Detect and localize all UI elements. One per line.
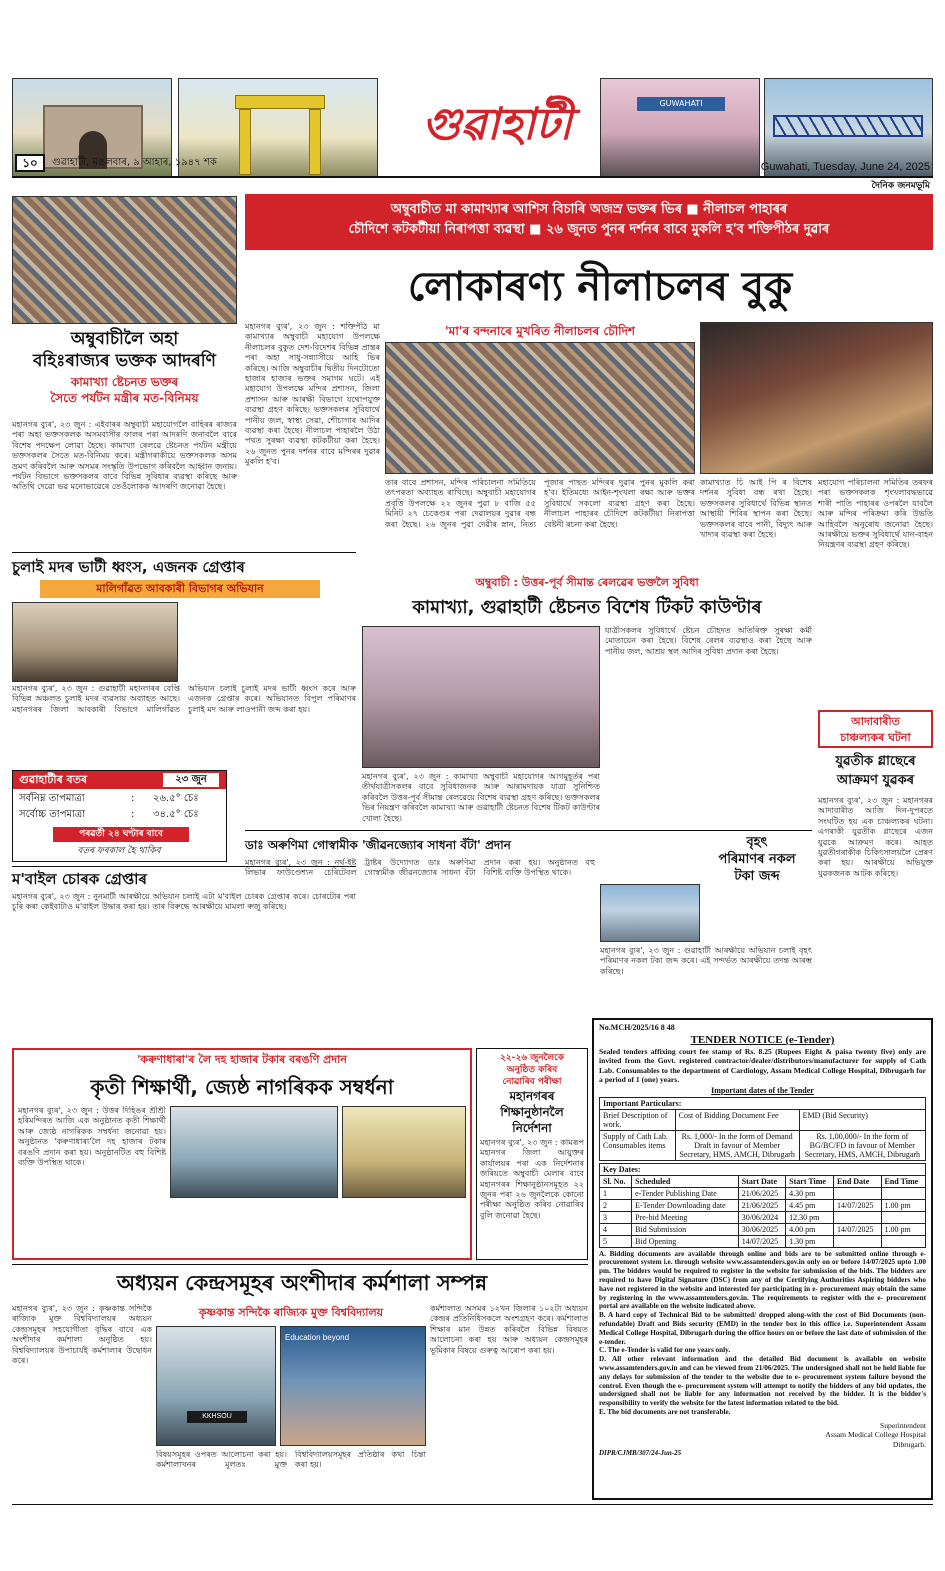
weather-title-bar — [13, 771, 226, 789]
table-cell: Pre-bid Meeting — [632, 1211, 739, 1223]
table-row — [600, 1223, 926, 1235]
tender-ref: No.MCH/2025/16 8 48 — [599, 1023, 675, 1032]
weather-max-value: ৩৪.৫° চেঃ — [153, 809, 199, 820]
table-cell: 3 — [600, 1211, 632, 1223]
table-row — [600, 1235, 926, 1247]
weather-title: গুৱাহাটীৰ বতৰ — [19, 773, 88, 786]
table-cell: 5 — [600, 1235, 632, 1247]
weather-box — [12, 770, 227, 862]
table-cell — [881, 1211, 926, 1223]
left-story-headline-1: অম্বুবাচীলৈ অহা — [70, 329, 179, 349]
workshop-body-left: মহানগৰ ব্যুৰ', ২৩ জুন : কৃষ্ণকান্ত সন্দিকৈ ৰাজ্যিক মুক্ত বিশ্ববিদ্যালয়ৰ অধ্যয়ন কেন্দ্ৰসমূহৰ সহযোগীতা বৃদ্ধিৰ বাবে এক অংশীদাৰ কৰ্মশালা অনুষ্ঠিত হয়। বিশ্ববিদ্যালয়ৰ উপাচাৰ্যই কৰ্মশালাৰ উদ্বোধন কৰে। — [12, 1304, 152, 1366]
fake-notes-headline-2: পৰিমাণৰ নকল — [718, 852, 796, 867]
tender-particulars-cell: Rs. 1,00,000/- In the form of BG/BC/FD in favour of Member Secretary, HMS, AMCH, Dibrugarh — [799, 1130, 925, 1160]
page-bottom-rule — [12, 1504, 933, 1505]
left-story-photo — [12, 196, 237, 324]
weather-forecast-label: পৰৱৰ্তী ২৪ ঘণ্টাৰ বাবে — [53, 827, 189, 842]
tender-clause: D. All other relevant information and the detailed Bid document is available on website www.assamtenders.gov.in and can be viewed from 21/06/2025. The undersigned shall not be held liable for any delays for submission of the tender to the website due to e- procurement system failure beyond the control. Even though the e- procurement system will attempt to notify the bidders of any bid updates, the undersigned shall not be liable for any information not received by the bidder. It is the bidder's responsibility to verify the website for the latest information related to the bid. — [599, 1355, 926, 1408]
fake-notes-headline-1: বৃহৎ — [746, 835, 768, 850]
tender-clause: B. A hard copy of Technical Bid to be submitted/ dropped along-with the cost of Bid Documents (non- refundable) Draft and Bids security (EMD) in the tender box in this office i.e. Superintendent Assam Medical College Hospital, Dibrugarh during the office hours on or before the last date of submission of the e-tender. — [599, 1311, 926, 1346]
tender-dates-col: Start Time — [786, 1175, 834, 1187]
excise-headline: চুলাই মদৰ ভাটী ধ্বংস, এজনক গ্ৰেপ্তাৰ — [12, 558, 245, 576]
table-cell — [834, 1235, 881, 1247]
section-title: গুৱাহাটী — [422, 99, 572, 150]
ticket-photo — [362, 626, 600, 768]
table-cell: Bid Submission — [632, 1223, 739, 1235]
right-box-body: মহানগৰ ব্যুৰ', ২৩ জুন : মহানগৰৰ আদাবাৰীত আজি দিন-দুপৰতে সংঘটিত হয় এক চাঞ্চল্যকৰ ঘটনা। এগৰাকী যুৱতীক গ্লাছেৰে এজন যুৱকে আক্ৰমণ কৰে। আহত যুৱতীগৰাকীক চিকিৎসালয়লৈ প্ৰেৰণ কৰা হয়। আৰক্ষীয়ে অভিযুক্ত যুৱকজনক আটক কৰিছে। — [818, 796, 933, 878]
lead-body-right-2: কামাখ্যাত চি আই পি ৰ বিশেষ দৰ্শনৰ সুবিধা বন্ধ ৰখা হৈছে। ভক্তসকলৰ সুবিধাৰ্থে বিভিন্ন স্থানত আস্থায়ী শিবিৰ স্থাপন কৰা হৈছে। ভক্তসকলৰ বাবে পানী, বিদ্যুৎ আৰু খাদ্যৰ ব্যৱস্থা কৰা হৈছে। — [700, 478, 812, 540]
workshop-photo-2 — [280, 1326, 426, 1446]
workshop-subhead: কৃষ্ণকান্ত সন্দিকৈ ৰাজ্যিক মুক্ত বিশ্ববিদ্যালয় — [198, 1306, 384, 1319]
left-story-headline-2: বহিঃৰাজ্যৰ ভক্তক আদৰণি — [33, 351, 216, 371]
weather-min-label: সৰ্বনিম্ন তাপমাত্ৰা — [19, 793, 85, 804]
workshop-photo-caption: বিষয়সমূহৰ ওপৰত আলোচনা কৰা হয়। কৰ্মশালাখনৰ মূলতঃ মুক্ত বিশ্ববিদ্যালয়সমূহৰ প্ৰতিষ্ঠাৰ কথা চিন্তা কৰা হয়। — [156, 1450, 426, 1470]
tender-clause: E. The bid documents are not transferable. — [599, 1407, 731, 1416]
weather-date: ২৩ জুন — [163, 773, 219, 787]
table-cell: 21/06/2025 — [738, 1199, 785, 1211]
left-story-subhead-1: কামাখ্যা ষ্টেচনত ভক্তৰ — [70, 375, 179, 389]
table-cell: 14/07/2025 — [738, 1235, 785, 1247]
station-sign: GUWAHATI — [637, 97, 725, 111]
exam-body: মহানগৰ ব্যুৰ', ২৩ জুন : কামৰূপ মহানগৰ জিলা আয়ুক্তৰ কাৰ্যালয়ৰ পৰা এক নিৰ্দেশনাৰ জৰিয়তে অম্বুবাচী মেলাৰ বাবে মহানগৰৰ শিক্ষানুষ্ঠানসমূহত ২২ জুনৰ পৰা ২৬ জুনলৈকে কোনো পৰীক্ষা অনুষ্ঠিত কৰিব নোৱাৰিব বুলি জনোৱা হৈছে। — [480, 1138, 584, 1220]
exam-headline-5: শিক্ষানুষ্ঠানলৈ — [500, 1105, 564, 1119]
tender-particulars-cell: Supply of Cath Lab. Consumables items — [600, 1130, 676, 1160]
workshop-photo-1 — [156, 1326, 276, 1446]
fake-notes-headline-3: টকা জব্দ — [734, 869, 780, 884]
right-box-title-1: আদাবাৰীত — [851, 715, 900, 728]
right-box-title-2: চাঞ্চল্যকৰ ঘটনা — [840, 731, 911, 744]
table-cell: 12.30 pm — [786, 1211, 834, 1223]
tender-intro: Sealed tenders affixing court fee stamp of Rs. 8.25 (Rupees Eight & paisa twenty five) only are invited from the Govt. registered contractor/dealer/distributors/manufacturer for supply of Cath Lab. Consumables to the department of Cardiology, Assam Medical College Hospital, Dibrugarh for a period of 1 (one) years. — [599, 1047, 926, 1085]
lead-banner-line-2: চৌদিশে কটকটীয়া নিৰাপত্তা ব্যৱস্থা ■ ২৬ জুনত পুনৰ দৰ্শনৰ বাবে মুকলি হ'ব শক্তিপীঠৰ দুৱাৰ — [348, 222, 830, 237]
table-cell: 4 — [600, 1223, 632, 1235]
tender-dates-table — [599, 1163, 926, 1248]
lead-photo-temple — [700, 322, 933, 474]
excise-subhead: মালিগাঁৱত আবকাৰী বিভাগৰ অভিযান — [40, 580, 320, 598]
felicitation-photo — [170, 1106, 338, 1198]
award-headline: ডাঃ অৰুণিমা গোস্বামীক 'জীৱনজ্যোৰ সাধনা বঁটা' প্ৰদান — [245, 838, 511, 852]
table-cell — [834, 1211, 881, 1223]
masthead-rule — [12, 176, 933, 178]
lead-body-right: তাৰ বাবে প্ৰশাসন, মন্দিৰ পৰিচালনা সমিতিয়ে তৎপৰতা অব্যাহত ৰাখিছে। অম্বুবাচী মহাযোগৰ প্ৰবৃত্তি উপলক্ষে ২২ জুনৰ পুৱা ৮ বাজি ৫৫ মিনিট ২৭ চেকেণ্ডৰ পৰা দেৱালয়ৰ দুৱাৰ বন্ধ কৰা হৈছে। ২৬ জুনৰ পুৱা দেৱীৰ স্নান, নিত্য পূজাৰ পাছত মন্দিৰৰ দুৱাৰ পুনৰ মুকলি কৰা হ'ব। ইতিমধ্যে আইন-শৃংখলা ৰক্ষা আৰু ভক্তৰ সুবিধাৰ্থে সকলো ব্যৱস্থা গ্ৰহণ কৰা হৈছে। নীলাচল পাহাৰৰ চৌদিশে কটকটীয়া নিৰাপত্তা বেষ্টনী ৰচনা কৰা হৈছে। — [385, 478, 695, 529]
table-cell: 1 — [600, 1187, 632, 1199]
tender-dates-heading: Important dates of the Tender — [711, 1085, 814, 1095]
tender-key-dates-heading: Key Dates: — [600, 1163, 926, 1175]
mobile-thief-body: মহানগৰ ব্যুৰ', ২৩ জুন : নুনমাটী আৰক্ষীয়ে অভিযান চলাই এটা ম'বাইল চোৰক গ্ৰেপ্তাৰ কৰে। চোৰটোৰ পৰা চুৰি কৰা কেইবাটাও ম'বাইল উদ্ধাৰ কৰা হয়। তাৰ বিৰুদ্ধে আৰক্ষীয়ে মামলা ৰুজু কৰিছে। — [12, 892, 356, 912]
tender-dates-header-row — [600, 1175, 926, 1187]
right-col-body: মহাযোগ পৰিচালনা সমিতিৰ তৰফৰ পৰা ভক্তসকলক শৃংখলাবদ্ধভাৱে শাৰী পাতি পাহাৰৰ ওপৰলৈ যাবলৈ আৰু মন্দিৰ পৰিক্ৰমা কৰি উভতি আহিবলৈ অনুৰোধ জনোৱা হৈছে। আৰক্ষীয়ে ভক্তৰ সুবিধাৰ্থে যান-বাহন নিয়ন্ত্ৰণৰ ব্যৱস্থা গ্ৰহণ কৰিছে। — [818, 478, 933, 550]
felicitation-photo-2 — [342, 1106, 466, 1198]
weather-max-colon: : — [131, 809, 135, 820]
tender-particulars-col: Cost of Bidding Document Fee — [675, 1109, 799, 1130]
lead-headline: লোকাৰণ্য নীলাচলৰ বুকু — [407, 264, 793, 310]
left-rule-1 — [12, 552, 356, 553]
tender-clauses — [599, 1250, 926, 1417]
left-story-headline — [12, 328, 237, 406]
fake-notes-headline — [702, 834, 812, 885]
table-cell: 1.30 pm — [786, 1235, 834, 1247]
left-story-subhead-2: সৈতে পৰ্যটন মন্ত্ৰীৰ মত-বিনিময় — [50, 391, 199, 405]
table-cell: E-Tender Downloading date — [632, 1199, 739, 1211]
table-cell: e-Tender Publishing Date — [632, 1187, 739, 1199]
table-cell: 21/06/2025 — [738, 1187, 785, 1199]
table-cell: 30/06/2024 — [738, 1211, 785, 1223]
lead-body-left: মহানগৰ ব্যুৰ', ২৩ জুন : শক্তিপীঠ মা কামাখ্যাৰ অম্বুবাচী মহাযোগ উপলক্ষে নীলাচলৰ বুকুত দেশ-বিদেশৰ বিভিন্ন প্ৰান্তৰ পৰা অহা সাধু-সন্ন্যাসীয়ে আহি ভিৰ কৰিছে। আজি অম্বুবাচীৰ দ্বিতীয় দিনটোতো হাজাৰ হাজাৰ ভক্তৰ সমাগম ঘটে। এই মহাযোগ উপলক্ষে মন্দিৰ প্ৰশাসন, জিলা প্ৰশাসন আৰু আৰক্ষী বিভাগে যথোপযুক্ত ব্যৱস্থা গ্ৰহণ কৰিছে। ভক্তসকলৰ সুবিধাৰ্থে পানীয় জল, স্বাস্থ্য সেৱা, শৌচাগাৰ আদিৰ ব্যৱস্থা কৰা হৈছে। নীলাচল পাহাৰলৈ উঠা পথত সুৰক্ষা ব্যৱস্থা কটকটীয়া কৰা হৈছে। ২৬ জুনত পুনৰ দৰ্শনৰ বাবে মন্দিৰৰ দুৱাৰ মুকলি হ'ব। — [245, 322, 380, 467]
left-story-body: মহানগৰ ব্যুৰ', ২৩ জুন : এইবাৰৰ অম্বুবাচী মহাযোগলৈ বাহিৰৰ ৰাজ্যৰ পৰা অহা ভক্তসকলক অসমবাসীৰ ফালৰ পৰা আদৰণি জনাবলৈ বাৰে বিশেষ পদক্ষেপ লোৱা হৈছে। কামাখ্যা ৰেলৱে ষ্টেচনত পৰ্যটন মন্ত্ৰীয়ে ভক্তসকলৰ সৈতে মত-বিনিময় কৰে। মন্ত্ৰীগৰাকীয়ে ভক্তসকলক অসম ভ্ৰমণ কৰিবলৈ আৰু অসমৰ সংস্কৃতি উপভোগ কৰিবলৈ আহ্বান জনায়। পৰ্যটন বিভাগে ভক্তসকলৰ বাবে বিভিন্ন সুবিধাৰ ব্যৱস্থা কৰিছে আৰু অতিথি দেৱো ভৱ মনোভাৱেৰে তেওঁলোকক আদৰণি জনোৱা হৈছে। — [12, 420, 237, 492]
table-cell: 4.00 pm — [786, 1223, 834, 1235]
workshop-rule — [12, 1264, 588, 1265]
table-cell — [881, 1235, 926, 1247]
right-box-banner — [818, 710, 933, 748]
paper-name: দৈনিক জনমভূমি — [871, 181, 930, 191]
exam-headline-3: নোৱাৰিব পৰীক্ষা — [502, 1077, 562, 1087]
tender-particulars-table — [599, 1097, 926, 1161]
award-body: মহানগৰ ব্যুৰ', ২৩ জুন : নৰ্থ-ইষ্ট লিভাৰ ফাউণ্ডেশ্যন চেৰিটেবল ট্ৰাষ্টৰ উদ্যোগত ডাঃ অৰুণিমা গোস্বামীক জীৱনজ্যোৰ সাধনা বঁটা প্ৰদান কৰা হয়। অনুষ্ঠানত বহু বিশিষ্ট ব্যক্তি উপস্থিত থাকে। — [245, 858, 595, 878]
lead-banner-line-1: অম্বুবাচীত মা কামাখ্যাৰ আশিস বিচাৰি অজস্ৰ ভক্তৰ ভিৰ ■ নীলাচল পাহাৰৰ — [390, 202, 788, 217]
excise-body: মহানগৰ ব্যুৰ', ২৩ জুন : গুৱাহাটী মহানগৰৰ বেপ্তি বিভিন্ন অঞ্চলত চুলাই মদৰ ব্যৱসায় অব্যাহত আছে। মহানগৰৰ জিলা আবকাৰী বিভাগে মালিগাঁৱত অভিযান চলাই চুলাই মদৰ ভাটী ধ্বংস কৰে আৰু এজনক গ্ৰেপ্তাৰ কৰে। অভিযানত বিপুল পৰিমাণৰ চুলাই মদ আৰু লাওপানী জব্দ কৰা হয়। — [12, 684, 356, 714]
table-cell — [834, 1187, 881, 1199]
tender-dates-col: Sl. No. — [600, 1175, 632, 1187]
page-number: ১০ — [15, 154, 45, 172]
tender-signatory — [599, 1421, 926, 1449]
ticket-subhead: অম্বুবাচী : উত্তৰ-পূৰ্ব সীমান্ত ৰেলৱেৰ ভক্তলৈ সুবিধা — [475, 576, 699, 589]
right-box-headline-1: যুৱতীক গ্লাছেৰে — [835, 754, 916, 769]
exam-headline — [478, 1052, 586, 1136]
tender-notice — [592, 1018, 933, 1500]
workshop-body-mid: কৰ্মশালাত অসমৰ ১২খন জিলাৰ ১০২টা অধ্যয়ন কেন্দ্ৰৰ প্ৰতিনিধিসকলে অংশগ্ৰহণ কৰে। কৰ্মশালাত শিক্ষাৰ মান উন্নত কৰিবলৈ বিভিন্ন বিষয়ত আলোচনা কৰা হয় আৰু অধ্যয়ন কেন্দ্ৰসমূহৰ ভূমিকাৰ বিষয়ে গুৰুত্ব আৰোপ কৰা হয়। — [430, 1304, 588, 1355]
table-cell: 4.45 pm — [786, 1199, 834, 1211]
tender-dates-col: End Date — [834, 1175, 881, 1187]
exam-headline-2: অনুষ্ঠিত কৰিব — [506, 1065, 558, 1075]
tender-clause: C. The e-Tender is valid for one years only. — [599, 1346, 731, 1355]
tender-dates-col: Scheduled — [632, 1175, 739, 1187]
table-row — [600, 1187, 926, 1199]
table-cell — [881, 1187, 926, 1199]
table-cell: 1.00 pm — [881, 1223, 926, 1235]
weather-min-value: ২৬.৫° চেঃ — [153, 793, 199, 804]
exam-headline-1: ২২-২৬ জুনলৈকে — [499, 1053, 565, 1063]
award-rule — [245, 830, 812, 831]
table-cell: Bid Opening — [632, 1235, 739, 1247]
lead-photo-crowd — [385, 342, 695, 474]
tender-signatory-3: Dibrugarh. — [892, 1439, 926, 1449]
felicitation-body: মহানগৰ ব্যুৰ', ২৩ জুন : উত্তৰ দিহিঙৰ শ্ৰীশ্ৰী হৰিমন্দিৰত আজি এক অনুষ্ঠানত কৃতী শিক্ষাৰ্থী আৰু জ্যেষ্ঠ নাগৰিকক সম্বৰ্ধনা জনোৱা হয়। অনুষ্ঠানত 'কৰুণাধাৰা'লৈ দহ হাজাৰ টকাৰ বৰঙণি প্ৰদান কৰা হয়। অনুষ্ঠানটিত বহু বিশিষ্ট ব্যক্তি উপস্থিত থাকে। — [18, 1106, 166, 1168]
fake-notes-body: মহানগৰ ব্যুৰ', ২৩ জুন : গুৱাহাটী আৰক্ষীয়ে অভিযান চলাই বৃহৎ পৰিমাণৰ নকল টকা জব্দ কৰে। এই সন্দৰ্ভত আৰক্ষীয়ে তদন্ত আৰম্ভ কৰিছে। — [600, 946, 812, 976]
weather-forecast: বতৰ ফৰকাল হৈ থাকিব — [77, 846, 161, 856]
tender-particulars-heading: Important Particulars: — [600, 1097, 926, 1109]
excise-photo — [12, 602, 178, 682]
workshop-podium: KKHSOU — [187, 1411, 247, 1423]
lead-subhead: 'মা'ৰ বন্দনাৰে মুখৰিত নীলাচলৰ চৌদিশ — [444, 324, 636, 338]
table-cell: 1.00 pm — [881, 1199, 926, 1211]
date-assamese: গুৱাহাটী, মঙলবাৰ, ৯ আহাৰ, ১৯৪৭ শক — [52, 157, 217, 168]
workshop-headline: অধ্যয়ন কেন্দ্ৰসমূহৰ অংশীদাৰ কৰ্মশালা সম্পন্ন — [116, 1271, 488, 1295]
exam-headline-4: মহানগৰৰ — [509, 1089, 555, 1103]
weather-min-colon: : — [131, 793, 135, 804]
ticket-body-right: যাত্ৰীসকলৰ সুবিধাৰ্থে ষ্টেচন চৌহদত অতিৰিক্ত সুৰক্ষা কৰ্মী মোতায়েন কৰা হৈছে। বিশেষ ৰেলৰ ব্যৱস্থাও কৰা হৈছে আৰু পানীয় জল, আশ্ৰয় স্থল আদিৰ সুবিধা প্ৰদান কৰা হৈছে। — [605, 626, 812, 656]
tender-signatory-1: Superintendent — [880, 1420, 926, 1430]
mobile-thief-headline: ম'বাইল চোৰক গ্ৰেপ্তাৰ — [12, 870, 147, 888]
tender-particulars-col: Brief Description of work. — [600, 1109, 676, 1130]
workshop-banner: Education beyond — [285, 1333, 350, 1342]
felicitation-headline: কৃতী শিক্ষাৰ্থী, জ্যেষ্ঠ নাগৰিকক সম্বৰ্ধনা — [90, 1075, 394, 1099]
tender-dates-col: Start Date — [738, 1175, 785, 1187]
date-english: Guwahati, Tuesday, June 24, 2025 — [760, 161, 930, 173]
right-box-headline — [818, 752, 933, 790]
right-box-headline-2: আক্ৰমণ যুৱকৰ — [836, 773, 915, 788]
tender-signatory-2: Assam Medical College Hospital — [825, 1430, 926, 1440]
weather-max-label: সৰ্বোচ্চ তাপমাত্ৰা — [19, 809, 86, 820]
tender-title: TENDER NOTICE (e-Tender) — [690, 1034, 835, 1046]
tender-particulars-cell: Rs. 1,000/- In the form of Demand Draft in favour of Member Secretary, HMS, AMCH, Dibrugarh — [675, 1130, 799, 1160]
exam-headline-6: নিৰ্দেশনা — [512, 1121, 552, 1135]
table-row — [600, 1199, 926, 1211]
tender-dates-col: End Time — [881, 1175, 926, 1187]
table-cell: 2 — [600, 1199, 632, 1211]
fake-notes-photo — [600, 884, 700, 942]
felicitation-kicker: 'কৰুণাধাৰা'ৰ লৈ দহ হাজাৰ টকাৰ বৰঙণি প্ৰদান — [137, 1053, 347, 1066]
table-cell: 4.30 pm — [786, 1187, 834, 1199]
lead-banner — [245, 194, 933, 250]
table-cell: 14/07/2025 — [834, 1223, 881, 1235]
tender-particulars-col: EMD (Bid Security) — [799, 1109, 925, 1130]
tender-clause: A. Bidding documents are available through online and bids are to be submitted online through e- procurement system i.e. through website www.assamtenders.gov.in only on or before 14/07/2025 upto 1.00 pm. The bidders would be required to register in the website for submission of the bids. The bidders are required to have Digital Signature (DSC) from any of the Certifying Authorities Aspiring bidders who have not registered in the website and interested for participating in e- procurement may obtain the same by registering in the www.assamtenders.gov.in. The requirements to register with the e- procurement portal are available on the website indicated above. — [599, 1249, 926, 1311]
table-cell: 30/06/2025 — [738, 1223, 785, 1235]
table-row — [600, 1211, 926, 1223]
table-cell: 14/07/2025 — [834, 1199, 881, 1211]
ticket-body-left: মহানগৰ ব্যুৰ', ২৩ জুন : কামাখ্যা অম্বুবাচী মহাযোগৰ আগমুহূৰ্তৰ পৰা তীৰ্থযাত্ৰীসকলৰ বাবে সুবিধাজনক আৰু আৰামদায়ক যাত্ৰা সুনিশ্চিত কৰিবলৈ উত্তৰ-পূৰ্ব সীমান্ত ৰেলৱেয়ে বিশেষ ব্যৱস্থা গ্ৰহণ কৰিছে। ভক্তসকলৰ ভিৰ নিয়ন্ত্ৰণ কৰিবলৈ কামাখ্যা আৰু গুৱাহাটী ষ্টেচনত বিশেষ টিকট কাউণ্টাৰ খোলা হৈছে। — [362, 772, 600, 823]
tender-dipr-no: DIPR/CJMB/307/24-Jun-25 — [599, 1448, 682, 1457]
ticket-headline: কামাখ্যা, গুৱাহাটী ষ্টেচনত বিশেষ টিকট কাউণ্টাৰ — [412, 597, 762, 618]
